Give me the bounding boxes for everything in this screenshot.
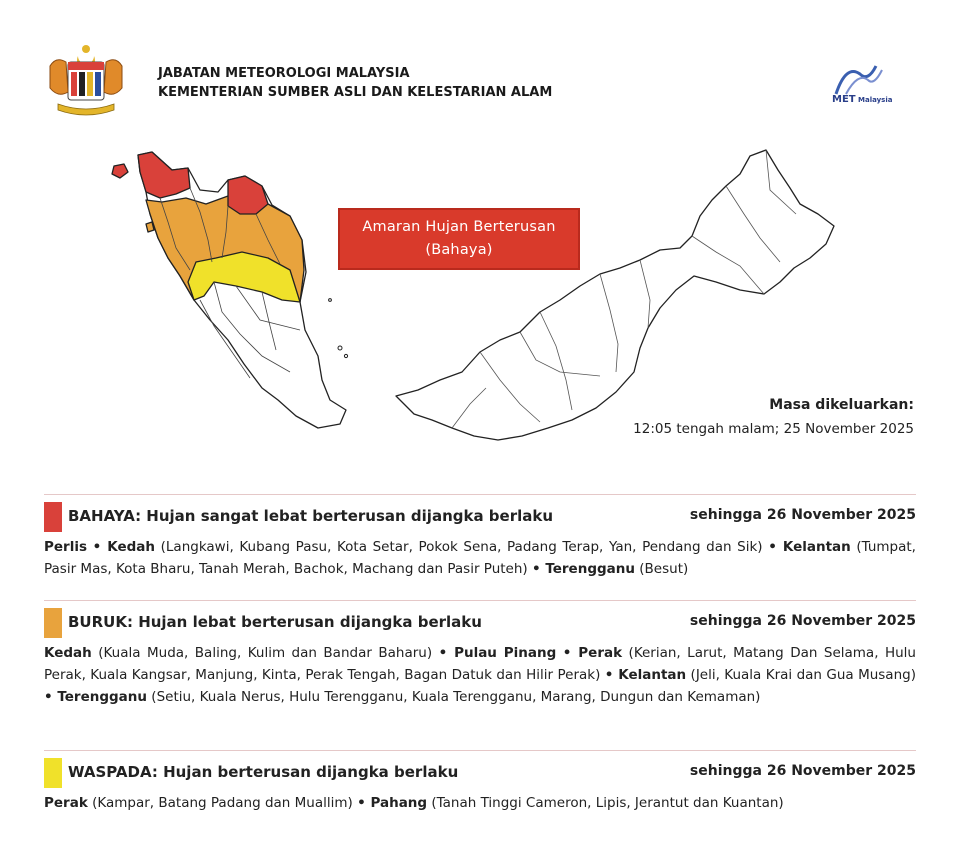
section-buruk	[44, 600, 916, 740]
state-name: Pulau Pinang	[454, 645, 557, 661]
state-areas: (Jeli, Kuala Krai dan Gua Musang)	[690, 667, 916, 683]
section-title: BURUK: Hujan lebat berterusan dijangka berlaku	[68, 613, 482, 631]
section-until-date: sehingga 26 November 2025	[689, 507, 916, 523]
issued-label: Masa dikeluarkan:	[769, 397, 914, 413]
buruk-color-swatch	[44, 608, 62, 638]
agency-line1: JABATAN METEOROLOGI MALAYSIA	[158, 66, 410, 81]
section-areas: Perlis • Kedah (Langkawi, Kubang Pasu, Kota Setar, Pokok Sena, Padang Terap, Yan, Pendang dan Sik) • Kelantan (Tumpat, Pasir Mas, Kota Bharu, Tanah Merah, Bachok, Machang dan Pasir Puteh) • Terengganu (Besut)	[44, 539, 916, 577]
state-name: Perak	[578, 645, 623, 661]
section-areas: Perak (Kampar, Batang Padang dan Muallim) • Pahang (Tanah Tinggi Cameron, Lipis, Jerantut dan Kuantan)	[44, 795, 784, 811]
header	[44, 42, 924, 122]
state-name: Terengganu	[57, 689, 147, 705]
map-langkawi	[112, 164, 128, 178]
svg-text:Malaysia: Malaysia	[858, 96, 893, 104]
section-bahaya	[44, 494, 916, 594]
map-penang	[146, 222, 154, 232]
section-divider	[44, 750, 916, 751]
issued-value: 12:05 tengah malam; 25 November 2025	[633, 421, 914, 437]
state-areas: (Besut)	[639, 561, 689, 577]
section-title: WASPADA: Hujan berterusan dijangka berlaku	[68, 763, 459, 781]
state-name: Kelantan	[618, 667, 687, 683]
waspada-color-swatch	[44, 758, 62, 788]
section-areas: Kedah (Kuala Muda, Baling, Kulim dan Bandar Baharu) • Pulau Pinang • Perak (Kerian, Larut, Matang Dan Selama, Hulu Perak, Kuala Kangsar, Manjung, Kinta, Perak Tengah, Bagan Datuk dan Hilir Perak) • Kelantan (Jeli, Kuala Krai dan Gua Musang) • Terengganu (Setiu, Kuala Nerus, Hulu Terengganu, Kuala Terengganu, Marang, Dungun dan Kemaman)	[44, 645, 916, 705]
state-areas: (Kerian, Larut, Matang Dan Selama, Hulu Perak, Kuala Kangsar, Manjung, Kinta, Perak Tengah, Bagan Datuk dan Hilir Perak)	[44, 645, 916, 683]
state-name: Perlis	[44, 539, 87, 555]
state-name: Kedah	[44, 645, 92, 661]
state-areas: (Langkawi, Kubang Pasu, Kota Setar, Pokok Sena, Padang Terap, Yan, Pendang dan Sik)	[160, 539, 763, 555]
section-until-date: sehingga 26 November 2025	[689, 763, 916, 779]
state-areas: (Setiu, Kuala Nerus, Hulu Terengganu, Kuala Terengganu, Marang, Dungun dan Kemaman)	[151, 689, 761, 705]
state-areas: (Tumpat, Pasir Mas, Kota Bharu, Tanah Merah, Bachok, Machang dan Pasir Puteh)	[44, 539, 916, 577]
state-name: Kelantan	[782, 539, 851, 555]
svg-text:MET: MET	[832, 94, 856, 104]
state-name: Perak	[44, 795, 88, 811]
met-malaysia-logo	[816, 58, 916, 104]
warning-label-line1: Amaran Hujan Berterusan	[362, 219, 556, 235]
agency-name	[158, 64, 552, 102]
section-title: BAHAYA: Hujan sangat lebat berterusan dijangka berlaku	[68, 507, 554, 525]
state-name: Pahang	[370, 795, 428, 811]
state-name: Terengganu	[545, 561, 635, 577]
agency-line2: KEMENTERIAN SUMBER ASLI DAN KELESTARIAN ALAM	[158, 85, 553, 100]
state-areas: (Kampar, Batang Padang dan Muallim)	[92, 795, 353, 811]
warning-label-box	[338, 208, 580, 270]
state-areas: (Tanah Tinggi Cameron, Lipis, Jerantut dan Kuantan)	[431, 795, 784, 811]
section-divider	[44, 600, 916, 601]
section-divider	[44, 494, 916, 495]
section-waspada	[44, 750, 916, 830]
section-until-date: sehingga 26 November 2025	[689, 613, 916, 629]
map-region-bahaya-east	[228, 176, 268, 214]
state-name: Kedah	[107, 539, 156, 555]
bahaya-color-swatch	[44, 502, 62, 532]
map-region-bahaya-north	[138, 152, 190, 198]
state-areas: (Kuala Muda, Baling, Kulim dan Bandar Baharu)	[98, 645, 433, 661]
coat-of-arms-icon	[44, 42, 128, 118]
warning-label-line2: (Bahaya)	[425, 242, 493, 258]
